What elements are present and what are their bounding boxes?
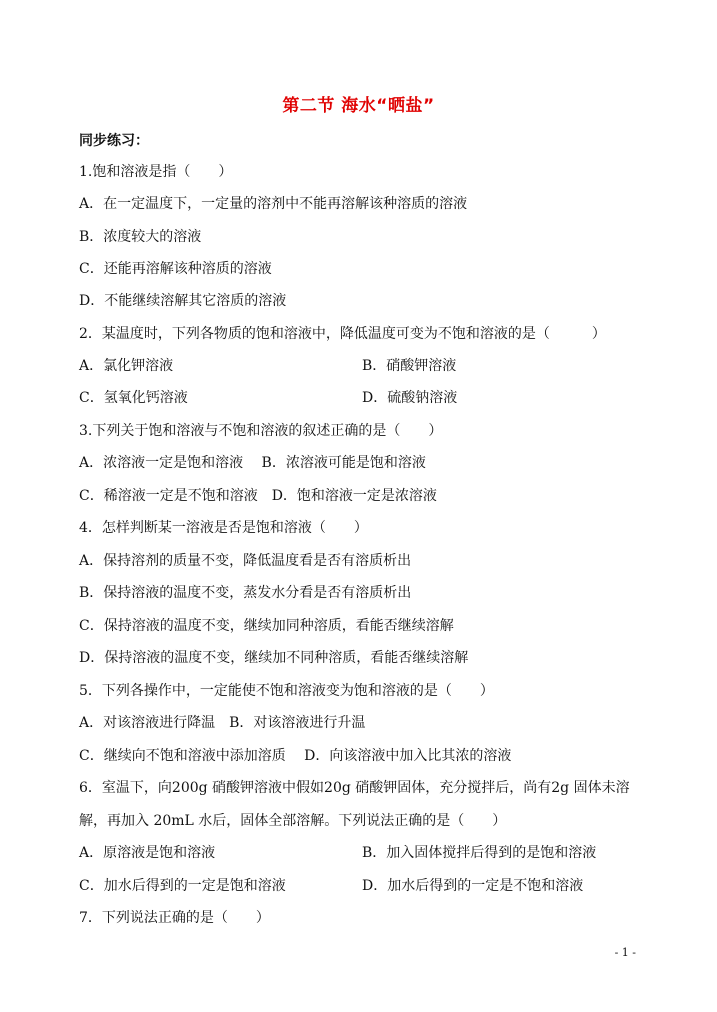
question-4-stem: 4．怎样判断某一溶液是否是饱和溶液（ ） [79,520,368,536]
question-2-stem: 2．某温度时，下列各物质的饱和溶液中，降低温度可变为不饱和溶液的是（ ） [79,326,606,342]
question-3-stem: 3.下列关于饱和溶液与不饱和溶液的叙述正确的是（ ） [79,423,443,439]
question-2-option-b: B．硝酸钾溶液 [362,358,457,374]
question-6-option-d: D．加水后得到的一定是不饱和溶液 [362,878,584,894]
question-7-stem: 7．下列说法正确的是（ ） [79,910,270,926]
page-number: - 1 - [614,946,636,959]
question-6-option-c: C．加水后得到的一定是饱和溶液 [79,878,286,894]
question-1-stem: 1.饱和溶液是指（ ） [79,164,233,180]
question-4-option-c: C．保持溶液的温度不变，继续加同种溶质，看能否继续溶解 [79,618,454,634]
question-1-option-a: A．在一定温度下，一定量的溶剂中不能再溶解该种溶质的溶液 [79,196,468,212]
question-4-option-d: D．保持溶液的温度不变，继续加不同种溶质，看能否继续溶解 [79,650,469,666]
question-2-option-d: D．硫酸钠溶液 [362,390,458,406]
question-4-option-b: B．保持溶液的温度不变，蒸发水分看是否有溶质析出 [79,585,412,601]
question-6-stem-line-2: 解，再加入 20mL 水后，固体全部溶解。下列说法正确的是（ ） [79,813,507,829]
question-3-options-ab: A．浓溶液一定是饱和溶液 B．浓溶液可能是饱和溶液 [79,455,426,471]
question-6-stem-line-1: 6．室温下，向200g 硝酸钾溶液中假如20g 硝酸钾固体，充分搅拌后，尚有2g 固体未溶 [79,780,630,796]
question-2-option-a: A．氯化钾溶液 [79,358,174,374]
question-4-option-a: A．保持溶剂的质量不变，降低温度看是否有溶质析出 [79,553,412,569]
page-title: 第二节 海水“晒盐” [282,96,435,116]
question-3-options-cd: C．稀溶液一定是不饱和溶液 D．饱和溶液一定是浓溶液 [79,488,437,504]
section-heading: 同步练习： [79,133,149,149]
question-1-option-d: D．不能继续溶解其它溶质的溶液 [79,293,287,309]
question-6-option-b: B．加入固体搅拌后得到的是饱和溶液 [362,845,597,861]
question-5-options-cd: C．继续向不饱和溶液中添加溶质 D．向该溶液中加入比其浓的溶液 [79,748,512,764]
question-5-stem: 5．下列各操作中，一定能使不饱和溶液变为饱和溶液的是（ ） [79,683,494,699]
question-5-options-ab: A．对该溶液进行降温 B．对该溶液进行升温 [79,715,366,731]
question-2-option-c: C．氢氧化钙溶液 [79,390,188,406]
question-1-option-c: C．还能再溶解该种溶质的溶液 [79,261,272,277]
question-6-option-a: A．原溶液是饱和溶液 [79,845,216,861]
question-1-option-b: B．浓度较大的溶液 [79,229,202,245]
